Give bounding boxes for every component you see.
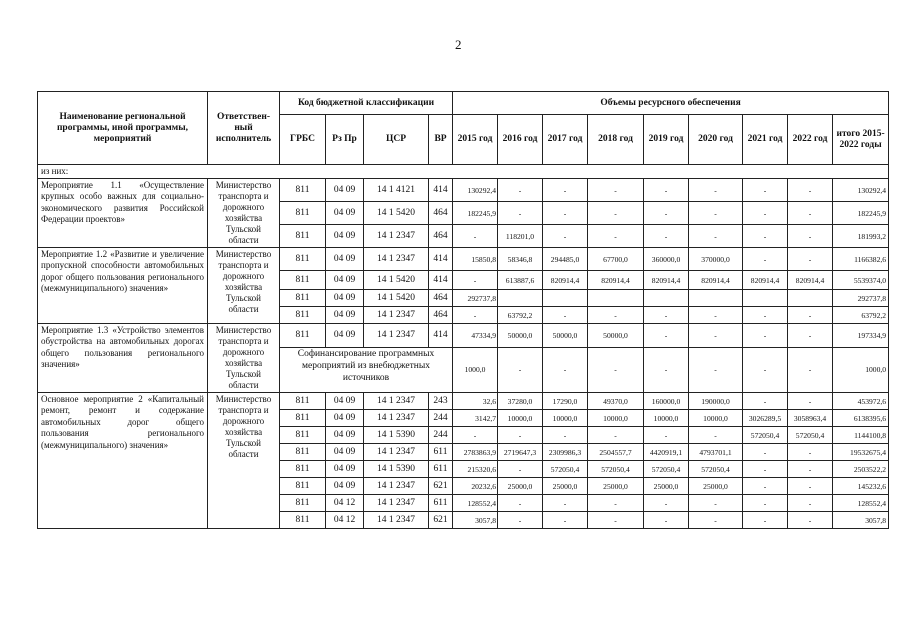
- year-value-cell: 50000,0: [498, 324, 543, 348]
- rzpr-cell: 04 09: [326, 461, 364, 478]
- year-value-cell: [743, 290, 788, 307]
- rzpr-cell: 04 09: [326, 307, 364, 324]
- year-value-cell: -: [788, 444, 833, 461]
- year-value-cell: 572050,4: [743, 427, 788, 444]
- year-value-cell: -: [644, 202, 689, 225]
- year-value-cell: 2504557,7: [588, 444, 644, 461]
- vr-cell: 464: [429, 225, 453, 248]
- year-value-cell: 294485,0: [543, 248, 588, 271]
- csr-cell: 14 1 5420: [364, 271, 429, 290]
- executor-cell: Министерство транспорта и дорожного хозяйства Тульской области: [208, 393, 280, 529]
- year-value-cell: -: [788, 478, 833, 495]
- grbs-cell: 811: [280, 202, 326, 225]
- vr-cell: 244: [429, 427, 453, 444]
- csr-cell: 14 1 2347: [364, 444, 429, 461]
- total-cell: 1000,0: [833, 347, 889, 392]
- total-cell: 292737,8: [833, 290, 889, 307]
- rzpr-cell: 04 09: [326, 427, 364, 444]
- year-value-cell: -: [788, 248, 833, 271]
- year-value-cell: 182245,9: [453, 202, 498, 225]
- grbs-cell: 811: [280, 393, 326, 410]
- vr-cell: 243: [429, 393, 453, 410]
- year-value-cell: 67700,0: [588, 248, 644, 271]
- year-value-cell: -: [453, 427, 498, 444]
- header-budget-code: Код бюджетной классификации: [280, 92, 453, 115]
- header-executor: Ответствен- ный исполнитель: [208, 92, 280, 165]
- csr-cell: 14 1 4121: [364, 179, 429, 202]
- year-value-cell: -: [743, 347, 788, 392]
- year-value-cell: 292737,8: [453, 290, 498, 307]
- year-value-cell: 10000,0: [689, 410, 743, 427]
- year-value-cell: -: [788, 347, 833, 392]
- year-value-cell: -: [498, 495, 543, 512]
- year-value-cell: 130292,4: [453, 179, 498, 202]
- year-value-cell: [689, 290, 743, 307]
- csr-cell: 14 1 5420: [364, 290, 429, 307]
- year-value-cell: -: [689, 495, 743, 512]
- year-value-cell: 160000,0: [644, 393, 689, 410]
- total-cell: 197334,9: [833, 324, 889, 348]
- year-value-cell: 572050,4: [788, 427, 833, 444]
- year-value-cell: -: [453, 271, 498, 290]
- header-year: 2017 год: [543, 115, 588, 165]
- vr-cell: 464: [429, 290, 453, 307]
- csr-cell: 14 1 2347: [364, 495, 429, 512]
- year-value-cell: 572050,4: [644, 461, 689, 478]
- year-value-cell: [788, 290, 833, 307]
- rzpr-cell: 04 09: [326, 324, 364, 348]
- grbs-cell: 811: [280, 427, 326, 444]
- program-name-cell: Мероприятие 1.1 «Осуществление крупных особо важных для социально-экономического развития Российской Федерации проектов»: [38, 179, 208, 248]
- year-value-cell: [543, 290, 588, 307]
- grbs-cell: 811: [280, 324, 326, 348]
- year-value-cell: -: [743, 512, 788, 529]
- grbs-cell: 811: [280, 512, 326, 529]
- executor-cell: Министерство транспорта и дорожного хозяйства Тульской области: [208, 248, 280, 324]
- rzpr-cell: 04 09: [326, 410, 364, 427]
- grbs-cell: 811: [280, 478, 326, 495]
- vr-cell: 414: [429, 271, 453, 290]
- year-value-cell: 20232,6: [453, 478, 498, 495]
- csr-cell: 14 1 5420: [364, 202, 429, 225]
- grbs-cell: 811: [280, 225, 326, 248]
- csr-cell: 14 1 2347: [364, 248, 429, 271]
- year-value-cell: -: [788, 512, 833, 529]
- year-value-cell: 32,6: [453, 393, 498, 410]
- year-value-cell: 4793701,1: [689, 444, 743, 461]
- year-value-cell: 25000,0: [543, 478, 588, 495]
- total-cell: 3057,8: [833, 512, 889, 529]
- grbs-cell: 811: [280, 307, 326, 324]
- csr-cell: 14 1 2347: [364, 478, 429, 495]
- year-value-cell: -: [543, 495, 588, 512]
- year-value-cell: 10000,0: [588, 410, 644, 427]
- year-value-cell: -: [498, 512, 543, 529]
- vr-cell: 611: [429, 461, 453, 478]
- year-value-cell: -: [743, 248, 788, 271]
- year-value-cell: 820914,4: [588, 271, 644, 290]
- vr-cell: 414: [429, 179, 453, 202]
- year-value-cell: 47334,9: [453, 324, 498, 348]
- year-value-cell: -: [543, 179, 588, 202]
- csr-cell: 14 1 5390: [364, 427, 429, 444]
- rzpr-cell: 04 09: [326, 444, 364, 461]
- year-value-cell: -: [644, 512, 689, 529]
- total-cell: 182245,9: [833, 202, 889, 225]
- total-cell: 128552,4: [833, 495, 889, 512]
- year-value-cell: 58346,8: [498, 248, 543, 271]
- year-value-cell: -: [743, 307, 788, 324]
- grbs-cell: 811: [280, 461, 326, 478]
- year-value-cell: -: [543, 225, 588, 248]
- year-value-cell: 10000,0: [644, 410, 689, 427]
- vr-cell: 611: [429, 444, 453, 461]
- year-value-cell: -: [743, 179, 788, 202]
- year-value-cell: -: [689, 324, 743, 348]
- year-value-cell: -: [543, 347, 588, 392]
- table-row: [38, 324, 889, 348]
- csr-cell: 14 1 2347: [364, 307, 429, 324]
- year-value-cell: -: [588, 179, 644, 202]
- vr-cell: 244: [429, 410, 453, 427]
- year-value-cell: -: [453, 225, 498, 248]
- table-header: [38, 92, 889, 165]
- total-cell: 145232,6: [833, 478, 889, 495]
- rzpr-cell: 04 09: [326, 393, 364, 410]
- year-value-cell: -: [644, 347, 689, 392]
- year-value-cell: 215320,6: [453, 461, 498, 478]
- year-value-cell: -: [743, 495, 788, 512]
- rzpr-cell: 04 12: [326, 512, 364, 529]
- year-value-cell: -: [743, 324, 788, 348]
- year-value-cell: [498, 290, 543, 307]
- year-value-cell: 50000,0: [588, 324, 644, 348]
- total-cell: 130292,4: [833, 179, 889, 202]
- year-value-cell: -: [498, 202, 543, 225]
- year-value-cell: -: [788, 202, 833, 225]
- header-year: 2019 год: [644, 115, 689, 165]
- year-value-cell: 10000,0: [498, 410, 543, 427]
- year-value-cell: -: [644, 307, 689, 324]
- total-cell: 6138395,6: [833, 410, 889, 427]
- year-value-cell: 613887,6: [498, 271, 543, 290]
- executor-cell: Министерство транспорта и дорожного хозяйства Тульской области: [208, 324, 280, 393]
- year-value-cell: -: [689, 225, 743, 248]
- grbs-cell: 811: [280, 444, 326, 461]
- year-value-cell: 37280,0: [498, 393, 543, 410]
- year-value-cell: -: [588, 427, 644, 444]
- year-value-cell: -: [588, 307, 644, 324]
- header-total: итого 2015- 2022 годы: [833, 115, 889, 165]
- total-cell: 453972,6: [833, 393, 889, 410]
- header-year: 2021 год: [743, 115, 788, 165]
- year-value-cell: 370000,0: [689, 248, 743, 271]
- year-value-cell: 820914,4: [543, 271, 588, 290]
- year-value-cell: -: [588, 225, 644, 248]
- year-value-cell: 820914,4: [743, 271, 788, 290]
- year-value-cell: 128552,4: [453, 495, 498, 512]
- year-value-cell: -: [689, 179, 743, 202]
- year-value-cell: -: [498, 179, 543, 202]
- year-value-cell: 820914,4: [788, 271, 833, 290]
- year-value-cell: 3058963,4: [788, 410, 833, 427]
- header-vr: ВР: [429, 115, 453, 165]
- program-name-cell: Мероприятие 1.3 «Устройство элементов обустройства на автомобильных дорогах общего пользования регионального значения»: [38, 324, 208, 393]
- total-cell: 1166382,6: [833, 248, 889, 271]
- total-cell: 2503522,2: [833, 461, 889, 478]
- total-cell: 5539374,0: [833, 271, 889, 290]
- header-grbs: ГРБС: [280, 115, 326, 165]
- year-value-cell: -: [743, 393, 788, 410]
- header-csr: ЦСР: [364, 115, 429, 165]
- year-value-cell: -: [498, 347, 543, 392]
- year-value-cell: -: [743, 478, 788, 495]
- grbs-cell: 811: [280, 410, 326, 427]
- rzpr-cell: 04 09: [326, 202, 364, 225]
- year-value-cell: -: [644, 225, 689, 248]
- year-value-cell: -: [788, 324, 833, 348]
- header-year: 2016 год: [498, 115, 543, 165]
- year-value-cell: 25000,0: [498, 478, 543, 495]
- year-value-cell: -: [743, 461, 788, 478]
- executor-cell: Министерство транспорта и дорожного хозяйства Тульской области: [208, 179, 280, 248]
- year-value-cell: -: [644, 179, 689, 202]
- total-cell: 63792,2: [833, 307, 889, 324]
- vr-cell: 414: [429, 248, 453, 271]
- year-value-cell: 2719647,3: [498, 444, 543, 461]
- year-value-cell: 820914,4: [689, 271, 743, 290]
- year-value-cell: 3142,7: [453, 410, 498, 427]
- grbs-cell: 811: [280, 179, 326, 202]
- year-value-cell: -: [498, 461, 543, 478]
- csr-cell: 14 1 2347: [364, 225, 429, 248]
- csr-cell: 14 1 5390: [364, 461, 429, 478]
- year-value-cell: -: [788, 179, 833, 202]
- budget-table: [37, 91, 889, 529]
- header-year: 2020 год: [689, 115, 743, 165]
- page-number: 2: [455, 37, 462, 52]
- grbs-cell: 811: [280, 290, 326, 307]
- year-value-cell: -: [788, 307, 833, 324]
- header-rzpr: Рз Пр: [326, 115, 364, 165]
- year-value-cell: 63792,2: [498, 307, 543, 324]
- program-name-cell: Основное мероприятие 2 «Капитальный ремонт, ремонт и содержание автомобильных дорог общего пользования регионального (межмуниципального) значения»: [38, 393, 208, 529]
- grbs-cell: 811: [280, 248, 326, 271]
- table-row: [38, 248, 889, 271]
- year-value-cell: -: [543, 307, 588, 324]
- year-value-cell: -: [689, 512, 743, 529]
- vr-cell: 621: [429, 512, 453, 529]
- year-value-cell: 17290,0: [543, 393, 588, 410]
- year-value-cell: 3026289,5: [743, 410, 788, 427]
- year-value-cell: -: [588, 512, 644, 529]
- year-value-cell: -: [743, 202, 788, 225]
- rzpr-cell: 04 09: [326, 225, 364, 248]
- csr-cell: 14 1 2347: [364, 324, 429, 348]
- year-value-cell: 25000,0: [689, 478, 743, 495]
- table-body: [38, 165, 889, 529]
- header-year: 2022 год: [788, 115, 833, 165]
- year-value-cell: -: [689, 347, 743, 392]
- year-value-cell: -: [689, 307, 743, 324]
- year-value-cell: 360000,0: [644, 248, 689, 271]
- year-value-cell: -: [644, 495, 689, 512]
- header-year: 2015 год: [453, 115, 498, 165]
- year-value-cell: -: [689, 202, 743, 225]
- year-value-cell: 10000,0: [543, 410, 588, 427]
- year-value-cell: 572050,4: [689, 461, 743, 478]
- total-cell: 181993,2: [833, 225, 889, 248]
- year-value-cell: -: [788, 393, 833, 410]
- year-value-cell: -: [543, 427, 588, 444]
- year-value-cell: -: [689, 427, 743, 444]
- year-value-cell: 15850,8: [453, 248, 498, 271]
- year-value-cell: -: [644, 324, 689, 348]
- rzpr-cell: 04 09: [326, 179, 364, 202]
- year-value-cell: 820914,4: [644, 271, 689, 290]
- year-value-cell: -: [498, 427, 543, 444]
- rzpr-cell: 04 12: [326, 495, 364, 512]
- vr-cell: 464: [429, 307, 453, 324]
- vr-cell: 464: [429, 202, 453, 225]
- year-value-cell: -: [588, 347, 644, 392]
- year-value-cell: -: [788, 495, 833, 512]
- grbs-cell: 811: [280, 495, 326, 512]
- table-row: [38, 393, 889, 410]
- header-year: 2018 год: [588, 115, 644, 165]
- grbs-cell: 811: [280, 271, 326, 290]
- total-cell: 1144100,8: [833, 427, 889, 444]
- year-value-cell: 1000,0: [453, 347, 498, 392]
- year-value-cell: -: [543, 512, 588, 529]
- vr-cell: 611: [429, 495, 453, 512]
- cofinancing-label: Софинансирование программных мероприятий из внебюджетных источников: [280, 347, 453, 392]
- year-value-cell: -: [788, 461, 833, 478]
- year-value-cell: 190000,0: [689, 393, 743, 410]
- year-value-cell: -: [543, 202, 588, 225]
- year-value-cell: 3057,8: [453, 512, 498, 529]
- header-program-name: Наименование региональной программы, иной программы, мероприятий: [38, 92, 208, 165]
- csr-cell: 14 1 2347: [364, 410, 429, 427]
- year-value-cell: 572050,4: [543, 461, 588, 478]
- rzpr-cell: 04 09: [326, 290, 364, 307]
- year-value-cell: 2309986,3: [543, 444, 588, 461]
- year-value-cell: -: [644, 427, 689, 444]
- year-value-cell: 25000,0: [588, 478, 644, 495]
- year-value-cell: 118201,0: [498, 225, 543, 248]
- vr-cell: 621: [429, 478, 453, 495]
- rzpr-cell: 04 09: [326, 478, 364, 495]
- year-value-cell: -: [588, 202, 644, 225]
- year-value-cell: 4420919,1: [644, 444, 689, 461]
- year-value-cell: -: [453, 307, 498, 324]
- program-name-cell: Мероприятие 1.2 «Развитие и увеличение пропускной способности автомобильных дорог общего пользования регионального (межмуниципального) значения»: [38, 248, 208, 324]
- rzpr-cell: 04 09: [326, 248, 364, 271]
- year-value-cell: 25000,0: [644, 478, 689, 495]
- table-row: [38, 179, 889, 202]
- year-value-cell: 49370,0: [588, 393, 644, 410]
- csr-cell: 14 1 2347: [364, 512, 429, 529]
- year-value-cell: [588, 290, 644, 307]
- total-cell: 19532675,4: [833, 444, 889, 461]
- year-value-cell: 572050,4: [588, 461, 644, 478]
- year-value-cell: -: [743, 444, 788, 461]
- year-value-cell: -: [788, 225, 833, 248]
- year-value-cell: [644, 290, 689, 307]
- csr-cell: 14 1 2347: [364, 393, 429, 410]
- year-value-cell: -: [743, 225, 788, 248]
- year-value-cell: 50000,0: [543, 324, 588, 348]
- year-value-cell: -: [588, 495, 644, 512]
- header-resources: Объемы ресурсного обеспечения: [453, 92, 889, 115]
- year-value-cell: 2783863,9: [453, 444, 498, 461]
- rzpr-cell: 04 09: [326, 271, 364, 290]
- subheader-row: из них:: [38, 165, 889, 179]
- vr-cell: 414: [429, 324, 453, 348]
